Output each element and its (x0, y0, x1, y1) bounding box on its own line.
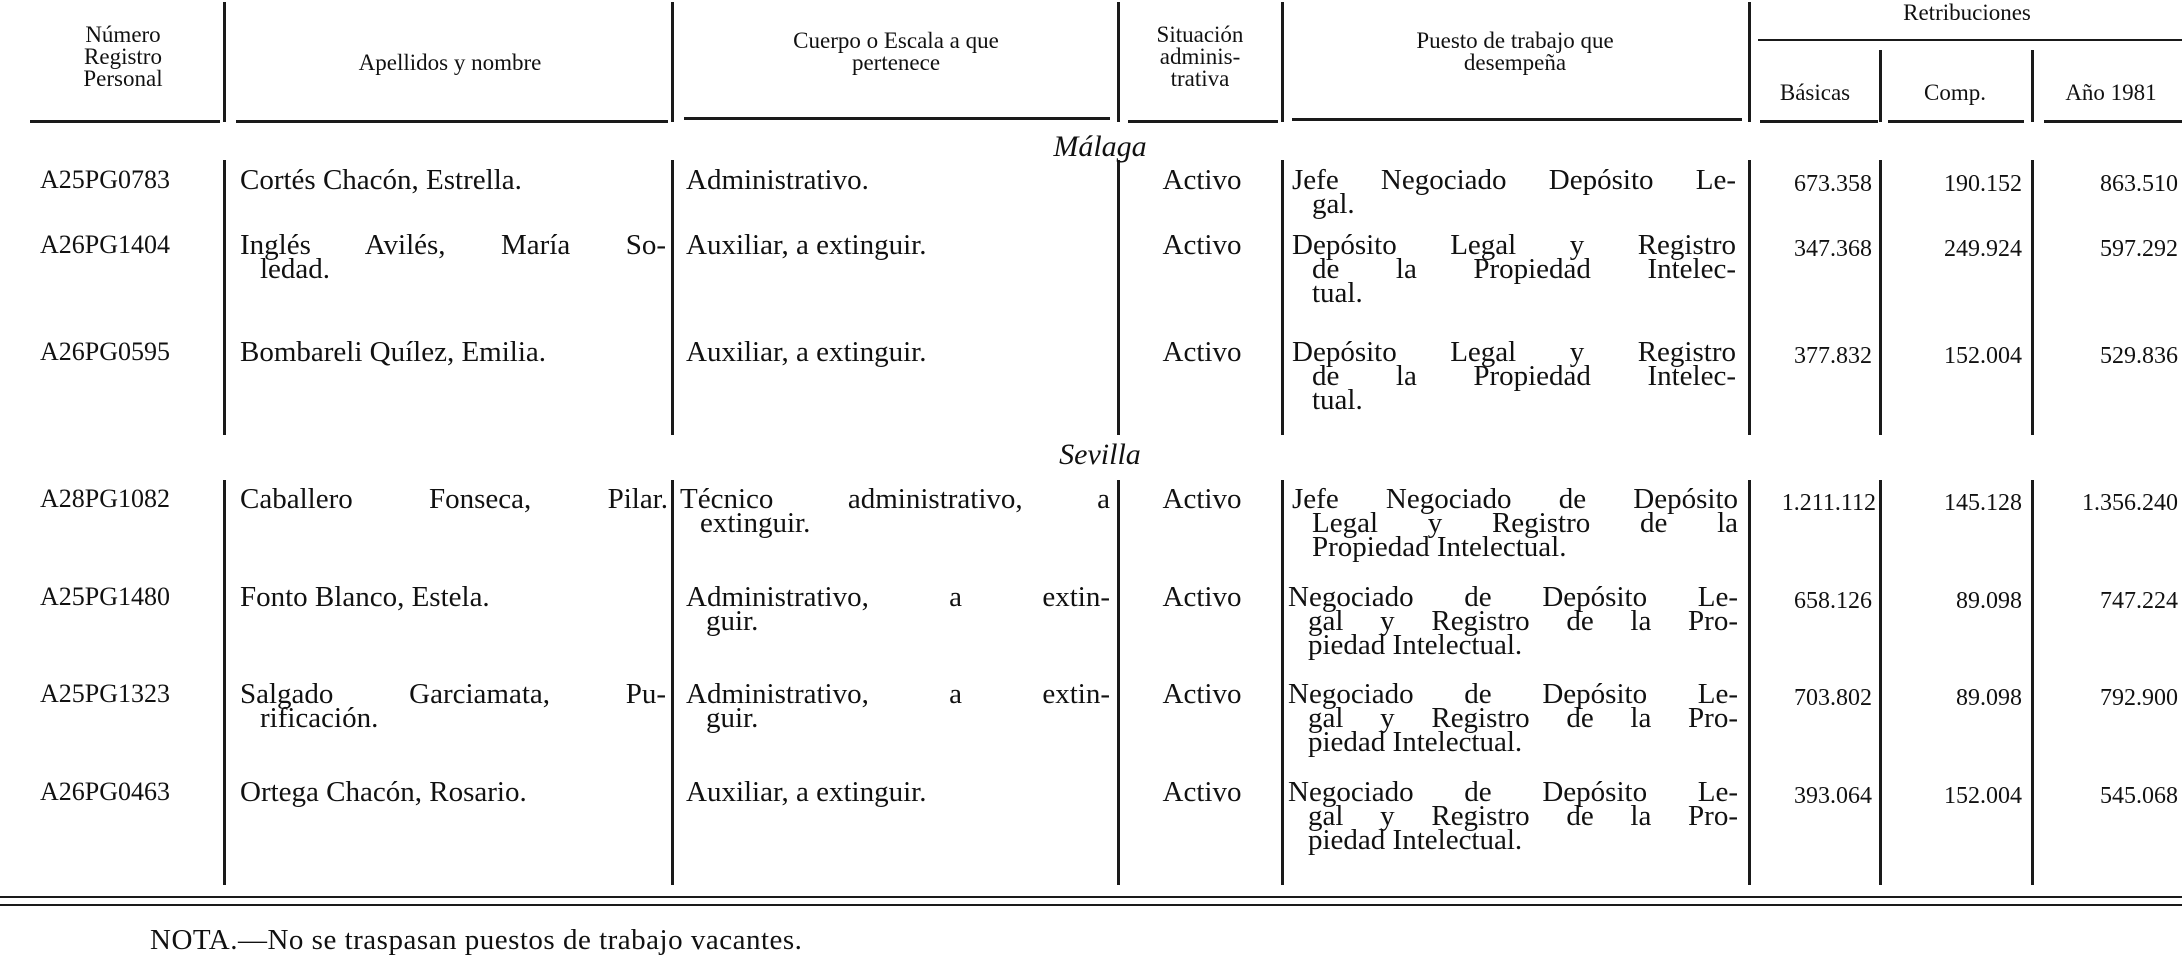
col-divider (223, 160, 226, 435)
cuerpo-cell: Auxiliar, a extinguir. (686, 229, 927, 261)
col-divider (1281, 480, 1284, 885)
basicas-cell: 703.802 (1794, 685, 1872, 711)
puesto-cell: Jefe Negociado de Depósito Legal y Registro de la Propiedad Intelectual. (1292, 483, 1738, 563)
cuerpo-cell: Auxiliar, a extinguir. (686, 776, 927, 808)
comp-cell: 89.098 (1956, 588, 2022, 614)
registro-cell: A26PG0463 (40, 777, 171, 806)
comp-cell: 152.004 (1944, 343, 2022, 369)
col-divider (1879, 50, 1882, 122)
col-divider (671, 480, 674, 885)
header-bottom-rule-8 (2044, 120, 2182, 123)
nombre-cell: Ortega Chacón, Rosario. (240, 776, 527, 808)
anio-cell: 529.836 (2100, 343, 2178, 369)
col-divider (1281, 2, 1284, 122)
col-divider (223, 480, 226, 885)
header-bottom-rule-1 (30, 120, 220, 123)
nota-text: NOTA.—No se traspasan puestos de trabajo vacantes. (150, 924, 803, 956)
puesto-cell: Negociado de Depósito Le- gal y Registro de la Pro- piedad Intelectual. (1288, 678, 1738, 758)
cuerpo-cell: Auxiliar, a extinguir. (686, 336, 927, 368)
nombre-cell: Cortés Chacón, Estrella. (240, 164, 522, 196)
puesto-cell: Negociado de Depósito Le- gal y Registro de la Pro- piedad Intelectual. (1288, 776, 1738, 856)
header-comp: Comp. (1924, 80, 1986, 105)
header-anio: Año 1981 (2065, 80, 2157, 105)
puesto-cell: Depósito Legal y Registro de la Propiedad Intelec- tual. (1292, 336, 1736, 416)
header-puesto: Puesto de trabajo que desempeña (1416, 28, 1614, 75)
nombre-cell: Bombareli Quílez, Emilia. (240, 336, 547, 368)
header-bottom-rule-5 (1292, 118, 1742, 121)
col-divider (671, 2, 674, 122)
section-title-malaga: Málaga (1053, 130, 1147, 163)
header-situacion: Situación adminis- trativa (1156, 22, 1244, 91)
puesto-cell: Jefe Negociado Depósito Le- gal. (1292, 164, 1736, 220)
situacion-cell: Activo (1162, 581, 1242, 613)
basicas-cell: 1.211.112 (1781, 490, 1876, 516)
registro-cell: A25PG1480 (40, 582, 171, 611)
registro-cell: A26PG1404 (40, 230, 171, 259)
anio-cell: 792.900 (2100, 685, 2178, 711)
header-bottom-rule-7 (1888, 120, 2024, 123)
col-divider (1117, 2, 1120, 122)
header-bottom-rule-6 (1760, 120, 1878, 123)
header-bottom-rule-3 (684, 117, 1110, 120)
cuerpo-cell: Técnico administrativo, a extinguir. (680, 483, 1110, 539)
col-divider (1748, 480, 1751, 885)
col-divider (1281, 160, 1284, 435)
basicas-cell: 347.368 (1794, 236, 1872, 262)
puesto-cell: Negociado de Depósito Le- gal y Registro de la Pro- piedad Intelectual. (1288, 581, 1738, 661)
col-divider (2031, 160, 2034, 435)
anio-cell: 747.224 (2100, 588, 2178, 614)
header-numero: Número Registro Personal (83, 22, 163, 91)
registro-cell: A25PG0783 (40, 165, 171, 194)
section-title-sevilla: Sevilla (1059, 438, 1141, 471)
situacion-cell: Activo (1162, 164, 1242, 196)
col-divider (2031, 480, 2034, 885)
situacion-cell: Activo (1162, 483, 1242, 515)
header-bottom-rule-2 (236, 120, 668, 123)
table-bottom-rule (0, 904, 2182, 906)
comp-cell: 152.004 (1944, 783, 2022, 809)
anio-cell: 545.068 (2100, 783, 2178, 809)
anio-cell: 597.292 (2100, 236, 2178, 262)
anio-cell: 1.356.240 (2082, 490, 2178, 516)
nombre-cell: Caballero Fonseca, Pilar. (240, 483, 668, 515)
basicas-cell: 393.064 (1794, 783, 1872, 809)
comp-cell: 190.152 (1944, 171, 2022, 197)
registro-cell: A28PG1082 (40, 484, 171, 513)
basicas-cell: 377.832 (1794, 343, 1872, 369)
header-apellidos: Apellidos y nombre (358, 50, 542, 75)
col-divider (1879, 480, 1882, 885)
comp-cell: 145.128 (1944, 490, 2022, 516)
header-retribuciones: Retribuciones (1903, 0, 2031, 25)
situacion-cell: Activo (1162, 678, 1242, 710)
col-divider (1117, 480, 1120, 885)
anio-cell: 863.510 (2100, 171, 2178, 197)
col-divider (223, 2, 226, 122)
basicas-cell: 673.358 (1794, 171, 1872, 197)
header-basicas: Básicas (1779, 80, 1851, 105)
col-divider (2031, 50, 2034, 122)
cuerpo-cell: Administrativo, a extin- guir. (686, 581, 1110, 637)
basicas-cell: 658.126 (1794, 588, 1872, 614)
header-bottom-rule-4 (1128, 120, 1278, 123)
nombre-cell: Inglés Avilés, María So- ledad. (240, 229, 666, 285)
nombre-cell: Salgado Garciamata, Pu- rificación. (240, 678, 666, 734)
cuerpo-cell: Administrativo, a extin- guir. (686, 678, 1110, 734)
cuerpo-cell: Administrativo. (686, 164, 869, 196)
table-bottom-rule (0, 896, 2182, 898)
comp-cell: 89.098 (1956, 685, 2022, 711)
registro-cell: A26PG0595 (40, 337, 171, 366)
col-divider (1748, 2, 1751, 122)
col-divider (1748, 160, 1751, 435)
registro-cell: A25PG1323 (40, 679, 171, 708)
header-cuerpo: Cuerpo o Escala a que pertenece (793, 28, 999, 75)
col-divider (1117, 160, 1120, 435)
retribuciones-rule (1758, 39, 2182, 41)
comp-cell: 249.924 (1944, 236, 2022, 262)
nombre-cell: Fonto Blanco, Estela. (240, 581, 490, 613)
situacion-cell: Activo (1162, 229, 1242, 261)
situacion-cell: Activo (1162, 336, 1242, 368)
col-divider (1879, 160, 1882, 435)
puesto-cell: Depósito Legal y Registro de la Propiedad Intelec- tual. (1292, 229, 1736, 309)
col-divider (671, 160, 674, 435)
situacion-cell: Activo (1162, 776, 1242, 808)
